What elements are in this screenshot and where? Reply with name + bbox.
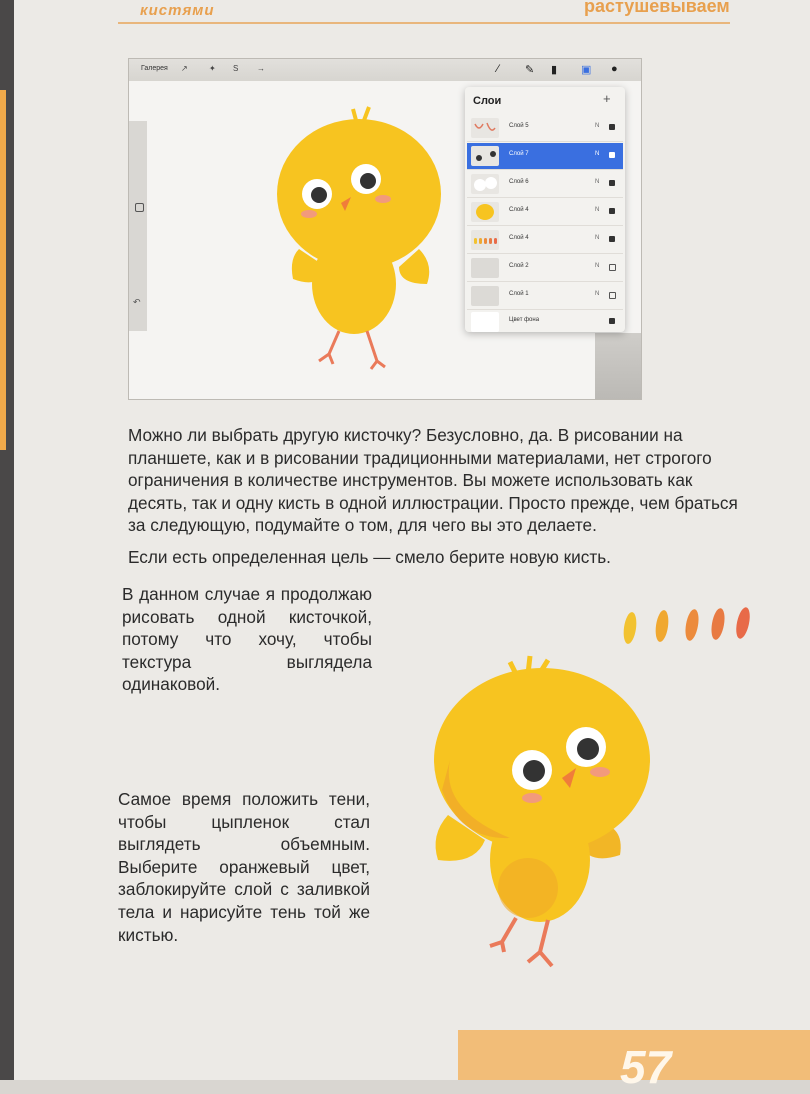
transform-icon[interactable]: →: [257, 64, 265, 73]
layer-row[interactable]: [467, 283, 623, 310]
blend-mode[interactable]: N: [595, 123, 600, 129]
visibility-checkbox[interactable]: [609, 124, 615, 130]
visibility-checkbox[interactable]: [609, 180, 615, 186]
color-picker-icon[interactable]: ●: [611, 63, 618, 75]
paragraph-brush-choice: Можно ли выбрать другую кисточку? Безусловно, да. В рисовании на планшете, как и в рисовании традиционными материалами, нет строгого ограничения в количестве инструментов. Вы можете использовать как десять, так и одну кисть в одной иллюстрации. Просто прежде, чем браться за следующую, подумайте о том, для чего вы это делаете.: [128, 425, 738, 536]
brush-size-sidebar[interactable]: [129, 121, 147, 331]
paragraph-shadows: Самое время положить тени, чтобы цыпленок стал выглядеть объемным. Выберите оранжевый цвет, заблокируйте слой с заливкой тела и нарисуйте тень той же кистью.: [118, 789, 370, 945]
visibility-checkbox[interactable]: [609, 318, 615, 324]
page-edge-stripe: [0, 90, 6, 450]
layer-thumbnail: [471, 230, 499, 250]
visibility-checkbox[interactable]: [609, 208, 615, 214]
visibility-checkbox[interactable]: [609, 236, 615, 242]
visibility-checkbox[interactable]: [609, 264, 616, 271]
layer-row[interactable]: [467, 227, 623, 254]
layer-row[interactable]: [467, 199, 623, 226]
layer-row[interactable]: [467, 171, 623, 198]
selection-icon[interactable]: S: [233, 64, 239, 73]
brush-icon[interactable]: ∕: [497, 63, 499, 75]
header-right: растушевываем: [584, 0, 730, 16]
modify-button[interactable]: [135, 203, 144, 212]
layers-icon[interactable]: ▣: [581, 64, 592, 76]
layers-panel: [465, 87, 625, 332]
paragraph-goal: Если есть определенная цель — смело берите новую кисть.: [128, 547, 611, 567]
color-swatches: [620, 606, 770, 652]
layer-name: Слой 1: [509, 291, 529, 297]
chick-illustration-shaded: [420, 650, 660, 980]
screen-edge-shadow: [595, 333, 641, 399]
header-left: кистями: [140, 2, 215, 19]
layer-thumbnail: [471, 312, 499, 332]
layer-name: Цвет фона: [509, 317, 540, 323]
layer-thumbnail: [471, 146, 499, 166]
blend-mode[interactable]: N: [595, 263, 600, 269]
swatch-dot: [709, 607, 726, 641]
blend-mode[interactable]: N: [595, 235, 600, 241]
blend-mode[interactable]: N: [595, 207, 600, 213]
layer-row[interactable]: [467, 143, 623, 170]
visibility-checkbox[interactable]: [609, 152, 615, 158]
magic-wand-icon[interactable]: ✦: [209, 64, 216, 73]
smudge-icon[interactable]: ✎: [525, 64, 535, 76]
app-toolbar: [129, 59, 641, 81]
wrench-icon[interactable]: ↗: [181, 64, 188, 73]
layer-row[interactable]: [467, 255, 623, 282]
layer-name: Слой 6: [509, 179, 529, 185]
visibility-checkbox[interactable]: [609, 292, 616, 299]
eraser-icon[interactable]: ▮: [551, 64, 558, 76]
layer-thumbnail: [471, 202, 499, 222]
header-rule: [118, 22, 730, 24]
layer-name: Слой 5: [509, 123, 529, 129]
layer-name: Слой 4: [509, 235, 529, 241]
chick-illustration-small: [249, 99, 449, 379]
page-number: 57: [620, 1041, 672, 1093]
procreate-screenshot: [128, 58, 642, 400]
layers-panel-title: Слои: [473, 95, 502, 107]
swatch-dot: [734, 606, 752, 640]
layer-thumbnail: [471, 286, 499, 306]
gallery-button[interactable]: Галерея: [141, 65, 168, 72]
plus-icon[interactable]: +: [603, 91, 611, 106]
blend-mode[interactable]: N: [595, 179, 600, 185]
layer-name: Слой 4: [509, 207, 529, 213]
layer-thumbnail: [471, 118, 499, 138]
layer-thumbnail: [471, 174, 499, 194]
swatch-dot: [683, 608, 700, 642]
layer-name: Слой 7: [509, 151, 529, 157]
layer-row[interactable]: [467, 309, 623, 335]
blend-mode[interactable]: N: [595, 151, 600, 157]
blend-mode[interactable]: N: [595, 291, 600, 297]
paragraph-one-brush: В данном случае я продолжаю рисовать одной кисточкой, потому что хочу, чтобы текстура выглядела одинаковой.: [122, 584, 372, 695]
undo-icon[interactable]: ↶: [133, 297, 141, 307]
swatch-dot: [654, 609, 670, 642]
layer-thumbnail: [471, 258, 499, 278]
swatch-dot: [622, 611, 638, 644]
layer-row[interactable]: [467, 115, 623, 142]
layer-name: Слой 2: [509, 263, 529, 269]
